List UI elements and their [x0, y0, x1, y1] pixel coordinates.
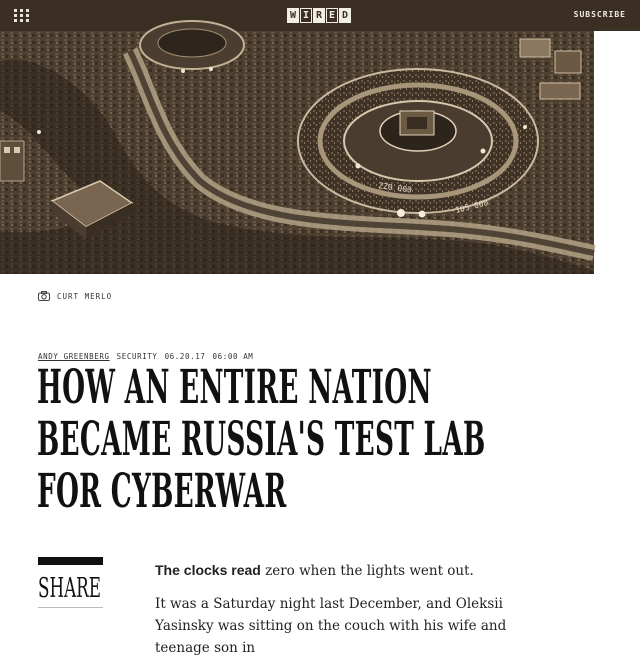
logo-letter: W — [287, 8, 299, 23]
share-divider — [38, 557, 103, 565]
logo-letter: I — [300, 8, 312, 23]
share-module[interactable] — [38, 557, 103, 608]
photo-credit-name: CURT MERLO — [57, 291, 113, 301]
camera-icon — [38, 291, 50, 301]
share-rule — [38, 607, 103, 608]
logo-letter: R — [313, 8, 325, 23]
headline-line: FOR CYBERWAR — [37, 464, 287, 519]
subscribe-link[interactable]: SUBSCRIBE — [573, 10, 626, 19]
lede-rest: zero when the lights went out. — [260, 563, 474, 579]
dial-label: 105 000 — [454, 198, 490, 215]
share-label[interactable]: SHARE — [38, 573, 101, 604]
headline-line: BECAME RUSSIA'S TEST LAB — [37, 412, 486, 467]
publish-time: 06:00 AM — [212, 352, 254, 361]
section-link[interactable]: SECURITY — [116, 352, 158, 361]
logo-letter: D — [339, 8, 351, 23]
author-link[interactable]: ANDY GREENBERG — [38, 352, 110, 361]
logo-letter: E — [326, 8, 338, 23]
headline-line: HOW AN ENTIRE NATION — [37, 360, 432, 415]
article-headline — [37, 360, 486, 519]
photo-credit — [38, 291, 112, 301]
body-paragraph: It was a Saturday night last December, and Oleksii Yasinsky was sitting on the couch with his wife and teenage son in — [155, 596, 507, 656]
dial-label: ZZ0 000 — [377, 181, 413, 195]
publish-date: 06.20.17 — [164, 352, 206, 361]
lede-paragraph — [155, 559, 565, 582]
grid-menu-icon[interactable] — [14, 9, 30, 23]
hero-image — [0, 31, 594, 274]
wired-logo[interactable] — [287, 8, 351, 23]
top-nav-bar — [0, 0, 640, 31]
article-body — [155, 559, 565, 670]
lede-bold: The clocks read — [155, 562, 261, 578]
